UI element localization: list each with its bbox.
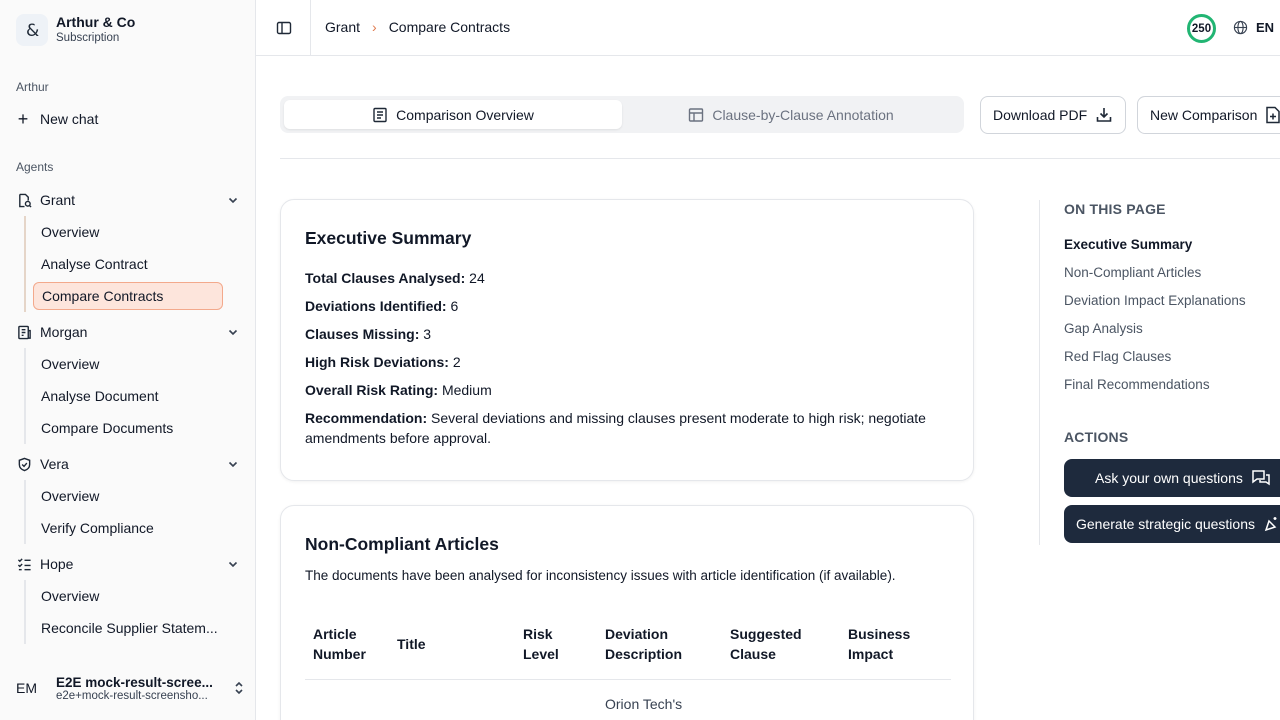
language-label: EN <box>1256 20 1275 35</box>
sidebar-item-overview[interactable]: Overview <box>41 588 100 604</box>
table-cell: Orion Tech's <box>605 696 683 712</box>
sparkle-pen-icon <box>1263 515 1280 533</box>
ask-label: Ask your own questions <box>1095 470 1243 486</box>
column-header: Deviation Description <box>605 626 683 662</box>
user-menu[interactable] <box>16 668 246 708</box>
column-header: Suggested Clause <box>730 626 802 662</box>
column-header: Risk Level <box>523 626 559 662</box>
agent-grant[interactable] <box>16 189 240 211</box>
agent-hope[interactable] <box>16 553 240 575</box>
sidebar-item-overview[interactable]: Overview <box>41 356 100 372</box>
document-search-icon <box>16 192 32 208</box>
section-arthur: Arthur <box>16 80 49 94</box>
section-title: Executive Summary <box>305 228 472 248</box>
globe-icon <box>1233 20 1248 35</box>
tab-clause-annotation[interactable] <box>622 100 960 129</box>
generate-questions-button[interactable] <box>1064 505 1280 543</box>
topbar <box>256 0 1280 56</box>
agent-label: Grant <box>40 192 76 208</box>
sidebar-item-overview[interactable]: Overview <box>41 224 100 240</box>
column-header: Title <box>397 636 426 652</box>
sidebar-item-overview[interactable]: Overview <box>41 488 100 504</box>
chevron-down-icon[interactable] <box>226 325 240 339</box>
tab-label: Comparison Overview <box>396 106 534 123</box>
new-chat-button[interactable] <box>16 110 98 128</box>
checklist-icon <box>16 556 32 572</box>
org-name: Arthur & Co <box>56 14 136 30</box>
grant-subnav <box>24 216 223 312</box>
section-title: Non-Compliant Articles <box>305 534 499 554</box>
summary-label: High Risk Deviations: <box>305 354 449 370</box>
breadcrumb-current: Compare Contracts <box>388 19 511 35</box>
summary-row <box>305 268 945 288</box>
on-this-page-heading: ON THIS PAGE <box>1064 201 1166 217</box>
summary-value: Several deviations and missing clauses present moderate to high risk; negotiate amendments before approval. <box>305 410 926 446</box>
chevron-down-icon[interactable] <box>226 557 240 571</box>
morgan-subnav <box>24 348 173 444</box>
sidebar <box>0 0 256 720</box>
user-email: e2e+mock-result-screensho... <box>56 689 208 702</box>
divider <box>280 158 1280 159</box>
tab-comparison-overview[interactable] <box>284 100 622 129</box>
agent-label: Morgan <box>40 324 88 340</box>
view-tabs <box>280 96 964 133</box>
summary-label: Recommendation: <box>305 410 428 426</box>
breadcrumb <box>325 19 510 35</box>
non-compliant-card <box>280 505 974 720</box>
column-header: Article Number <box>313 626 366 662</box>
agent-label: Vera <box>40 456 69 472</box>
org-switcher[interactable] <box>16 14 135 46</box>
new-comparison-button[interactable] <box>1137 96 1280 134</box>
section-description: The documents have been analysed for inconsistency issues with article identification (if available). <box>305 568 896 583</box>
actions-heading: ACTIONS <box>1064 429 1129 445</box>
agent-vera[interactable] <box>16 453 240 475</box>
chevron-up-down-icon <box>232 680 246 696</box>
toc-link[interactable]: Non-Compliant Articles <box>1064 265 1202 280</box>
sidebar-item-analyse-document[interactable]: Analyse Document <box>41 388 159 404</box>
summary-value: 6 <box>450 298 459 314</box>
sidebar-item-compare-contracts[interactable]: Compare Contracts <box>33 282 223 310</box>
summary-value: 24 <box>469 270 485 286</box>
user-name: E2E mock-result-scree... <box>56 674 213 690</box>
sidebar-item-verify-compliance[interactable]: Verify Compliance <box>41 520 154 536</box>
toc-link[interactable]: Final Recommendations <box>1064 377 1210 392</box>
agent-label: Hope <box>40 556 74 572</box>
column-header: Business Impact <box>848 626 911 662</box>
download-icon <box>1095 106 1113 124</box>
plus-icon: + <box>17 109 29 129</box>
table-header <box>305 624 951 680</box>
summary-row <box>305 380 945 400</box>
summary-label: Overall Risk Rating: <box>305 382 439 398</box>
agent-morgan[interactable] <box>16 321 240 343</box>
sidebar-item-reconcile-supplier[interactable]: Reconcile Supplier Statem... <box>41 620 218 636</box>
svg-text:&: & <box>26 21 40 39</box>
file-plus-icon <box>1265 106 1280 124</box>
new-chat-label: New chat <box>40 111 99 127</box>
breadcrumb-grant[interactable]: Grant <box>325 19 361 35</box>
hope-subnav <box>24 580 218 644</box>
chat-bubbles-icon <box>1251 469 1271 487</box>
document-text-icon <box>372 107 388 123</box>
generate-label: Generate strategic questions <box>1076 516 1255 532</box>
language-selector[interactable] <box>1233 20 1274 35</box>
download-pdf-button[interactable] <box>980 96 1126 134</box>
ampersand-icon <box>23 21 41 39</box>
summary-value: 3 <box>423 326 432 342</box>
sidebar-item-compare-documents[interactable]: Compare Documents <box>41 420 174 436</box>
toc-link[interactable]: Red Flag Clauses <box>1064 349 1172 364</box>
chevron-right-icon: › <box>372 19 377 35</box>
section-agents: Agents <box>16 160 54 174</box>
executive-summary-card <box>280 199 974 481</box>
document-list-icon <box>16 324 32 340</box>
table-icon <box>688 107 704 123</box>
toc-link[interactable]: Deviation Impact Explanations <box>1064 293 1246 308</box>
ask-questions-button[interactable] <box>1064 459 1280 497</box>
summary-row <box>305 352 945 372</box>
shield-check-icon <box>16 456 32 472</box>
toc-link[interactable]: Gap Analysis <box>1064 321 1143 336</box>
summary-label: Deviations Identified: <box>305 298 447 314</box>
summary-row <box>305 296 945 316</box>
download-label: Download PDF <box>993 107 1088 123</box>
sidebar-toggle-icon[interactable] <box>276 20 292 36</box>
credits-badge[interactable]: 250 <box>1187 14 1216 43</box>
summary-value: Medium <box>441 382 492 398</box>
org-subtitle: Subscription <box>56 32 120 44</box>
org-logo <box>16 14 48 46</box>
divider <box>1039 200 1040 545</box>
summary-label: Clauses Missing: <box>305 326 420 342</box>
vera-subnav <box>24 480 154 544</box>
divider <box>310 0 311 56</box>
chevron-down-icon[interactable] <box>226 193 240 207</box>
chevron-down-icon[interactable] <box>226 457 240 471</box>
toc-link[interactable]: Executive Summary <box>1064 237 1193 252</box>
summary-row <box>305 408 945 448</box>
new-comparison-label: New Comparison <box>1150 107 1258 123</box>
avatar: EM <box>16 680 37 696</box>
tab-label: Clause-by-Clause Annotation <box>712 106 894 123</box>
summary-value: 2 <box>452 354 461 370</box>
summary-label: Total Clauses Analysed: <box>305 270 466 286</box>
summary-row <box>305 324 945 344</box>
sidebar-item-analyse-contract[interactable]: Analyse Contract <box>41 256 148 272</box>
